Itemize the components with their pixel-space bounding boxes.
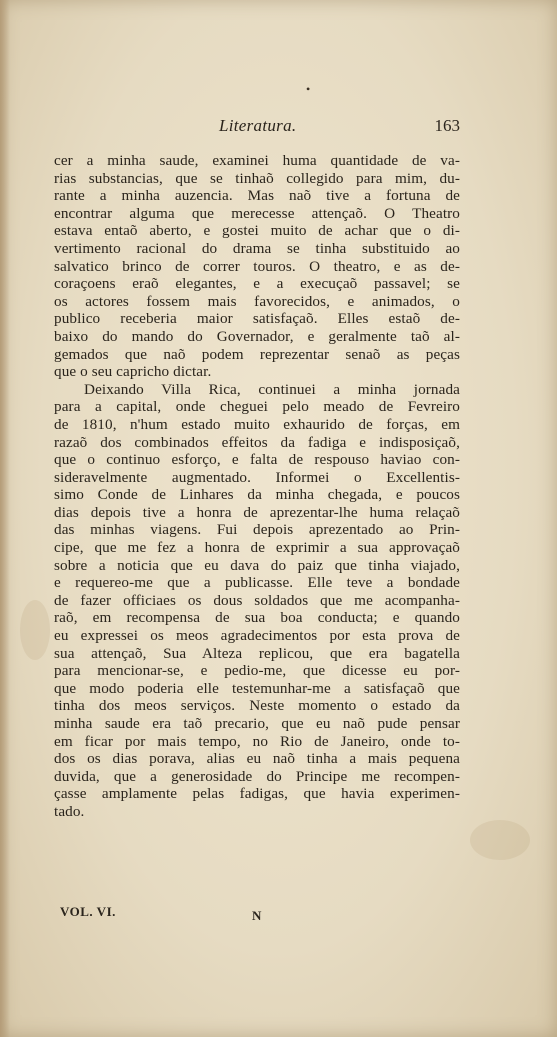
text-line: que o continuo esforço, e falta de respouso haviao con- bbox=[54, 451, 460, 469]
text-line: tinha dos meos serviços. Neste momento o estado da bbox=[54, 697, 460, 715]
text-line: Deixando Villa Rica, continuei a minha jornada bbox=[84, 380, 460, 398]
text-line: dos os dias porava, alias eu naõ tinha a mais pequena bbox=[54, 750, 460, 768]
paper-stain bbox=[470, 820, 530, 860]
page-gutter-shadow bbox=[0, 0, 10, 1037]
text-line: cer a minha saude, examinei huma quantidade de va- bbox=[54, 152, 460, 169]
text-line: que o seu capricho dictar. bbox=[54, 363, 212, 381]
text-line: de fazer officiaes os dous soldados que me acompanha- bbox=[54, 591, 460, 609]
text-line: rante a minha auzencia. Mas naõ tive a fortuna de bbox=[54, 187, 460, 205]
text-line: que modo poderia elle testemunhar-me a satisfaçaõ que bbox=[54, 679, 460, 697]
paper-stain bbox=[20, 600, 50, 660]
text-line: publico receberia maior satisfaçaõ. Elles estaõ de- bbox=[54, 310, 460, 328]
text-line: baixo do mando do Governador, e geralmente taõ al- bbox=[54, 327, 460, 345]
text-line: raõ, em recompensa de sua boa conducta; e quando bbox=[54, 609, 460, 627]
text-line: minha saude era taõ precario, que eu naõ pude pensar bbox=[54, 715, 460, 732]
text-line: para a capital, onde cheguei pelo meado de Fevreiro bbox=[54, 398, 460, 416]
text-line: os actores fossem mais favorecidos, e animados, o bbox=[54, 292, 460, 310]
text-line: vertimento racional do drama se tinha substituido ao bbox=[54, 239, 460, 257]
text-line: duvida, que a generosidade do Principe me recompen- bbox=[54, 767, 460, 785]
text-line: sua attençaõ, Sua Alteza replicou, que era bagatella bbox=[54, 644, 460, 662]
text-line: estava entaõ aberto, e gostei muito de achar que o di- bbox=[54, 222, 460, 240]
text-line: gemados que naõ podem reprezentar senaõ as peças bbox=[54, 345, 460, 363]
text-line: tado. bbox=[54, 802, 85, 820]
text-line: das minhas viagens. Fui depois aprezentado ao Prin- bbox=[54, 521, 460, 539]
text-line: rias substancias, que se tinhaõ collegido para mim, du- bbox=[54, 169, 460, 187]
text-line: çasse amplamente pelas fadigas, que havia experimen- bbox=[54, 785, 460, 803]
signature-mark: N bbox=[252, 908, 262, 923]
ornament-dot: • bbox=[306, 82, 311, 96]
text-line: para mencionar-se, e pedio-me, que dicesse eu por- bbox=[54, 662, 460, 680]
text-line: simo Conde de Linhares da minha chegada, e poucos bbox=[54, 486, 460, 504]
text-line: eu expressei os meos agradecimentos por esta prova de bbox=[54, 627, 460, 645]
body-text bbox=[54, 152, 460, 821]
running-title: Literatura. bbox=[219, 116, 297, 135]
text-line: razaõ dos combinados effeitos da fadiga e indisposiçaõ, bbox=[54, 433, 460, 451]
text-line: encontrar alguma que merecesse attençaõ. O Theatro bbox=[54, 204, 460, 222]
text-line: sobre a noticia que eu dava do paiz que tinha viajado, bbox=[54, 556, 460, 574]
page-header bbox=[54, 116, 460, 138]
text-line: de 1810, n'hum estado muito exhaurido de forças, em bbox=[54, 415, 460, 433]
text-line: e requereo-me que a publicasse. Elle teve a bondade bbox=[54, 574, 460, 592]
text-line: em ficar por mais tempo, no Rio de Janeiro, onde to- bbox=[54, 732, 460, 750]
text-line: cipe, que me fez a honra de exprimir a sua approvaçaõ bbox=[54, 539, 460, 557]
page-number: 163 bbox=[434, 116, 460, 135]
text-line: dias depois tive a honra de aprezentar-lhe huma relaçaõ bbox=[54, 503, 460, 521]
page-footer bbox=[60, 904, 460, 924]
text-line: coraçoens eraõ elegantes, e a execuçaõ passavel; se bbox=[54, 275, 460, 293]
text-line: salvatico brinco de correr touros. O theatro, e as de- bbox=[54, 257, 460, 275]
text-line: sideravelmente augmentado. Informei o Excellentis- bbox=[54, 468, 460, 486]
volume-mark: VOL. VI. bbox=[60, 904, 116, 919]
